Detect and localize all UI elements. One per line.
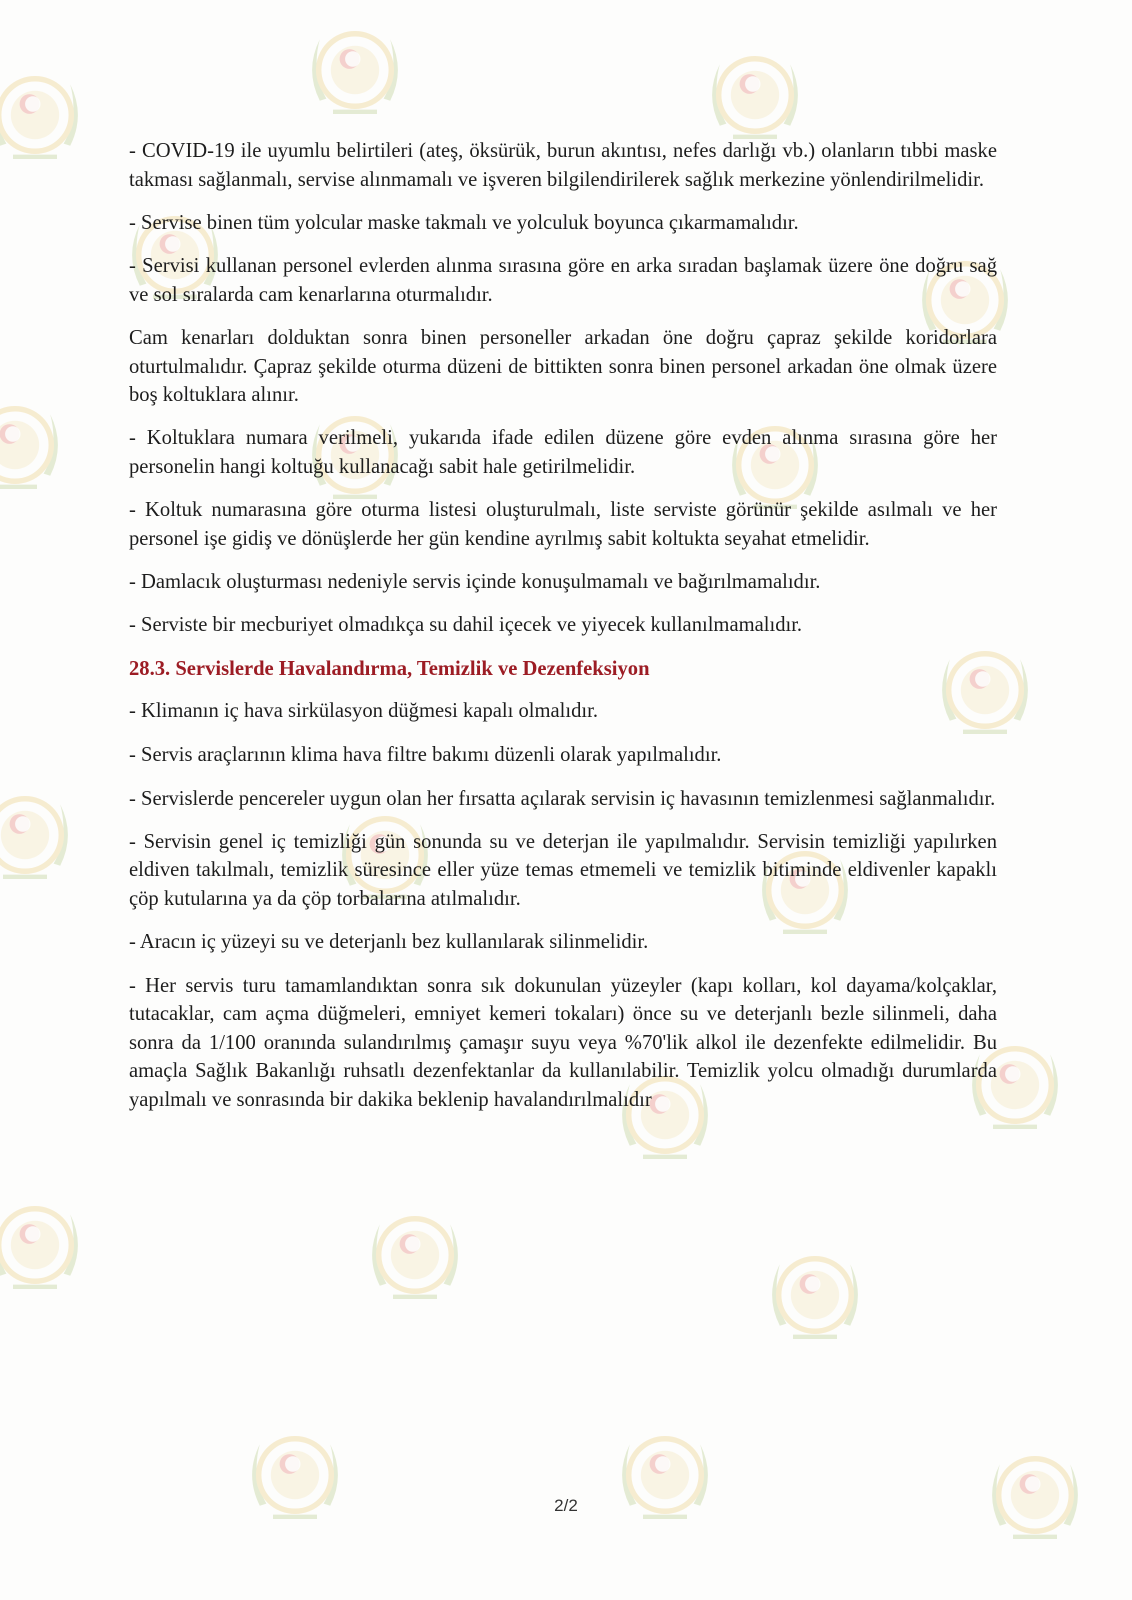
paragraph-seating-list: - Koltuk numarasına göre oturma listesi oluşturulmalı, liste serviste görünür şekilde asılmalı ve her personel işe gidiş ve dönüşlerde her gün kendine ayrılmış sabit koltukta seyahat etmelidir. [129, 498, 997, 550]
paragraph-ac-filter: - Servis araçlarının klima hava filtre bakımı düzenli olarak yapılmalıdır. [129, 744, 722, 766]
paragraph-no-talking: - Damlacık oluşturması nedeniyle servis içinde konuşulmamalı ve bağırılmamalıdır. [129, 570, 821, 593]
chamber-seal-icon [0, 60, 90, 170]
chamber-seal-icon [0, 1190, 90, 1300]
paragraph-no-food: - Serviste bir mecburiyet olmadıkça su dahil içecek ve yiyecek kullanılmamalıdır. [129, 614, 803, 637]
paragraph-cleaning: - Servisin genel iç temizliği gün sonunda su ve deterjan ile yapılmalıdır. Servisin temizliği yapılırken eldiven takılmalı, temizlik süresince eller yüze temas etmemeli ve temizlik bitiminde eldivenler kapaklı çöp kutularına ya da çöp torbalarına atılmalıdır. [129, 830, 997, 910]
chamber-seal-icon [760, 1240, 870, 1350]
page-number: 2/2 [554, 1496, 578, 1515]
paragraph-seating-cross: Cam kenarları dolduktan sonra binen personeller arkadan öne doğru çapraz şekilde koridorlara oturtulmalıdır. Çapraz şekilde oturma düzeni de bittikten sonra binen personel arkadan öne olmak üzere boş koltuklara alınır. [129, 326, 997, 407]
chamber-seal-icon [300, 15, 410, 125]
chamber-seal-icon [360, 1200, 470, 1310]
paragraph-seat-numbers: - Koltuklara numara verilmeli, yukarıda ifade edilen düzene göre evden alınma sırasına göre her personelin hangi koltuğu kullanacağı sabit hale getirilmelidir. [129, 427, 997, 478]
paragraph-disinfection: - Her servis turu tamamlandıktan sonra sık dokunulan yüzeyler (kapı kolları, kol dayama/kolçaklar, tutacaklar, cam açma düğmeleri, emniyet kemeri tokaları) önce su ve deterjanlı bezle silinmeli, daha sonra da 1/100 oranında sulandırılmış çamaşır suyu veya %70'lik alkol ile dezenfekte edilmelidir. Bu amaçla Sağlık Bakanlığı ruhsatlı dezenfektanlar da kullanılabilir. Temizlik yolcu olmadığı durumlarda yapılmalı ve sonrasında bir dakika beklenip havalandırılmalıdır [129, 974, 997, 1111]
paragraph-masks: - Servise binen tüm yolcular maske takmalı ve yolculuk boyunca çıkarmamalıdır. [129, 211, 799, 234]
chamber-seal-icon [0, 780, 80, 890]
paragraph-interior-surface: - Aracın iç yüzeyi su ve deterjanlı bez kullanılarak silinmelidir. [129, 930, 649, 953]
document-body [129, 137, 997, 1129]
chamber-seal-icon [0, 390, 70, 500]
chamber-seal-icon [700, 40, 810, 150]
paragraph-ac-circulation: - Klimanın iç hava sirkülasyon düğmesi kapalı olmalıdır. [129, 700, 598, 723]
paragraph-symptoms: - COVID-19 ile uyumlu belirtileri (ateş, öksürük, burun akıntısı, nefes darlığı vb.) olanların tıbbi maske takması sağlanmalı, servise alınmamalı ve işveren bilgilendirilerek sağlık merkezine yönlendirilmelidir. [129, 140, 997, 191]
paragraph-windows: - Servislerde pencereler uygun olan her fırsatta açılarak servisin iç havasının temizlenmesi sağlanmalıdır. [129, 787, 996, 810]
section-heading: 28.3. Servislerde Havalandırma, Temizlik ve Dezenfeksiyon [129, 657, 650, 680]
paragraph-seating-window: - Servisi kullanan personel evlerden alınma sırasına göre en arka sıradan başlamak üzere öne doğru sağ ve sol sıralarda cam kenarlarına oturmalıdır. [129, 255, 997, 306]
chamber-seal-icon [980, 1440, 1090, 1550]
